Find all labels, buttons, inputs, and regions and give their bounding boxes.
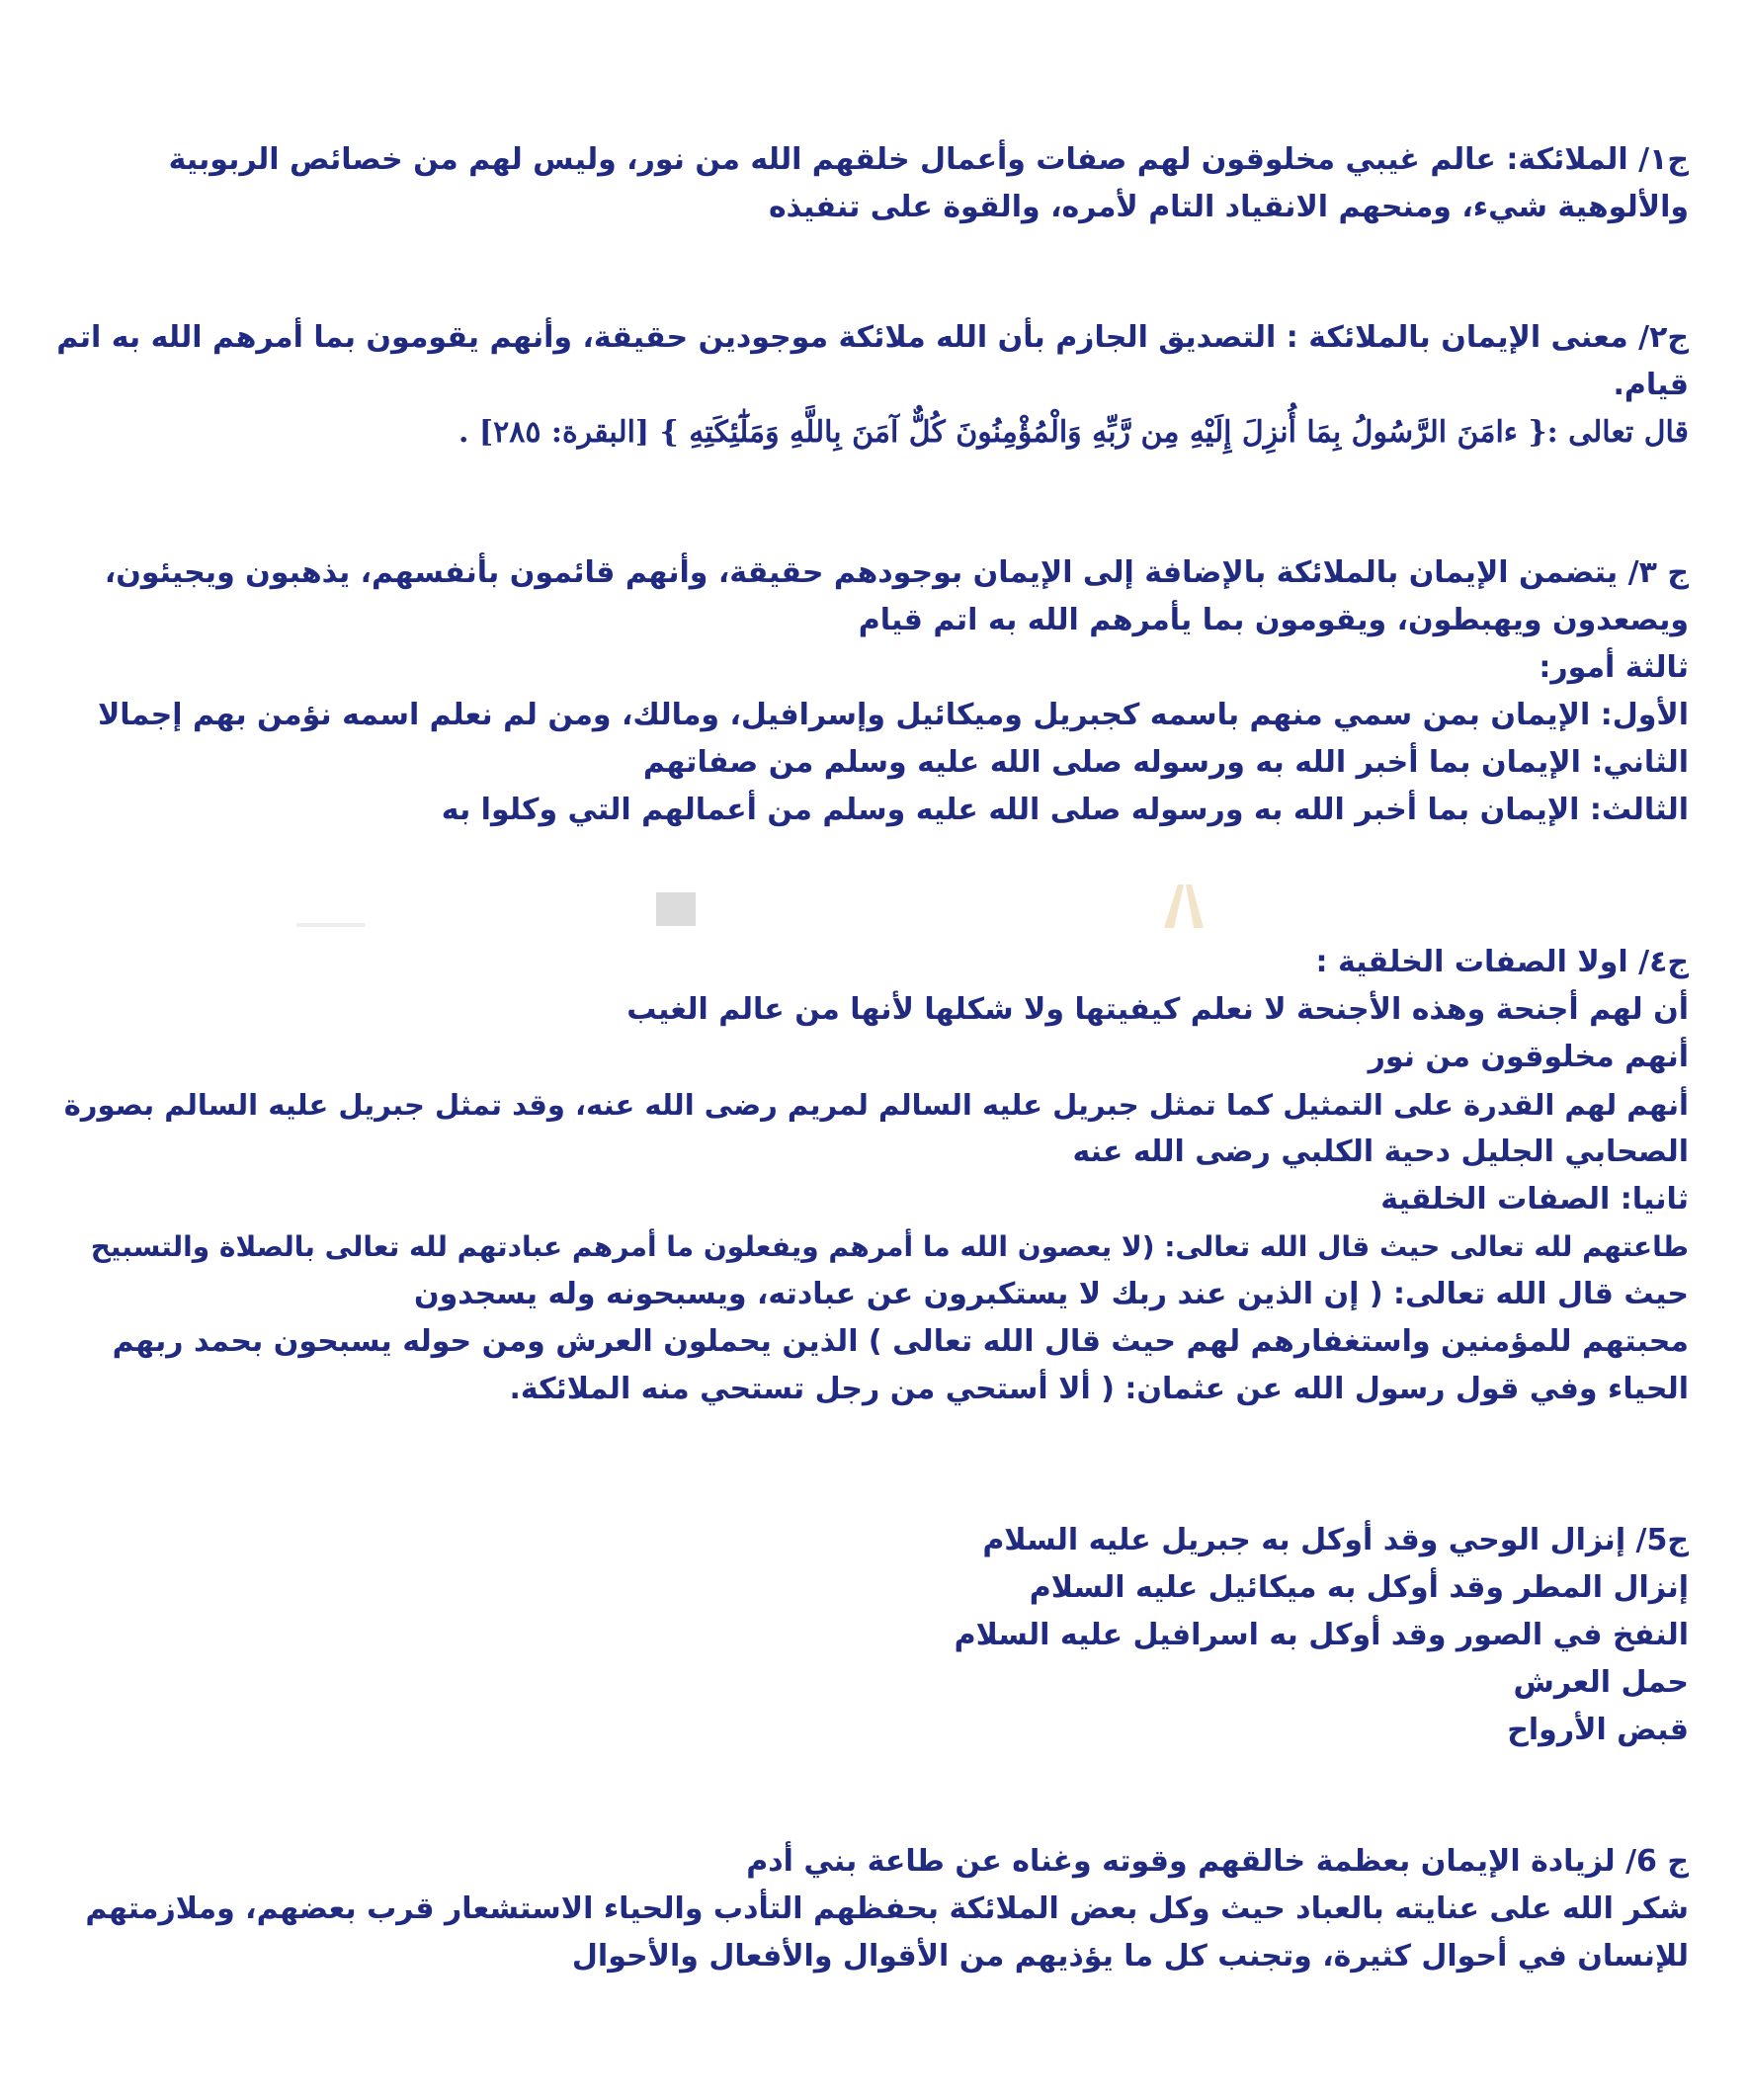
answer-3-line: الثالث: الإيمان بما أخبر الله به ورسوله صلى الله عليه وسلم من أعمالهم التي وكلوا به: [441, 793, 1689, 827]
answer-6-block: [48, 1838, 1689, 1980]
answer-5-line: ج5/ إنزال الوحي وقد أوكل به جبريل عليه السلام: [982, 1523, 1689, 1557]
answer-5-line: النفخ في الصور وقد أوكل به اسرافيل عليه السلام: [954, 1618, 1689, 1652]
answer-4-line: أنهم مخلوقون من نور: [1368, 1040, 1689, 1074]
answer-6-line: للإنسان في أحوال كثيرة، وتجنب كل ما يؤذيهم من الأقوال والأفعال والأحوال: [571, 1939, 1689, 1974]
quran-verse-line: قال تعالى :{ ءامَنَ الرَّسُولُ بِمَا أُنزِلَ إِلَيْهِ مِن رَّبِّهِ وَالْمُؤْمِنُونَ كُلٌّ آمَنَ بِاللَّهِ وَمَلَٰٓئِكَتِهِ } [البقرة: ٢٨٥] .: [458, 415, 1689, 450]
answer-2-line: ج٢/ معنى الإيمان بالملائكة : التصديق الجازم بأن الله ملائكة موجودين حقيقة، وأنهم يقومون بما أمرهم الله به اتم: [56, 320, 1689, 355]
faint-watermark-mark: [296, 923, 366, 927]
answer-3-line: الأول: الإيمان بمن سمي منهم باسمه كجبريل وميكائيل وإسرافيل، ومالك، ومن لم نعلم اسمه نؤمن بهم إجمالا: [97, 698, 1689, 732]
answer-4-block: [48, 939, 1689, 1413]
answer-3-line: ثالثة أمور:: [1539, 650, 1689, 685]
answer-3-line: ج ٣/ يتضمن الإيمان بالملائكة بالإضافة إلى الإيمان بوجودهم حقيقة، وأنهم قائمون بأنفسهم، يذهبون ويجيئون،: [104, 555, 1689, 590]
answer-6-line: ج 6/ لزيادة الإيمان بعظمة خالقهم وقوته وغناه عن طاعة بني أدم: [746, 1844, 1689, 1879]
answer-4-line: محبتهم للمؤمنين واستغفارهم لهم حيث قال الله تعالى ) الذين يحملون العرش ومن حوله يسبحون بحمد ربهم: [112, 1324, 1689, 1359]
answer-1-line: والألوهية شيء، ومنحهم الانقياد التام لأمره، والقوة على تنفيذه: [768, 190, 1689, 224]
answer-5-line: حمل العرش: [1513, 1665, 1689, 1700]
answer-3-line: ويصعدون ويهبطون، ويقومون بما يأمرهم الله به اتم قيام: [858, 603, 1689, 637]
answer-4-line: الحياء وفي قول رسول الله عن عثمان: ( ألا أستحي من رجل تستحي منه الملائكة.: [509, 1372, 1689, 1406]
answer-1-block: [48, 136, 1689, 231]
faint-square-mark: [656, 892, 696, 926]
answer-5-line: قبض الأرواح: [1507, 1713, 1689, 1747]
answer-2-line: قيام.: [1613, 368, 1689, 402]
answer-4-line: أن لهم أجنحة وهذه الأجنحة لا نعلم كيفيتها ولا شكلها لأنها من عالم الغيب: [626, 992, 1689, 1027]
answer-4-line: طاعتهم لله تعالى حيث قال الله تعالى: (لا يعصون الله ما أمرهم ويفعلون ما أمرهم عبادتهم لله تعالى بالصلاة والتسبيح: [90, 1230, 1689, 1263]
answer-4-line: ج٤/ اولا الصفات الخلقية :: [1315, 945, 1689, 979]
faint-peak-mark: [1164, 884, 1204, 928]
answer-2-block: [48, 314, 1689, 457]
answer-4-line: أنهم لهم القدرة على التمثيل كما تمثل جبريل عليه السالم لمريم رضى الله عنه، وقد تمثل جبريل عليه السالم بصورة: [63, 1088, 1689, 1122]
answer-3-block: [48, 549, 1689, 834]
answer-4-line: الصحابي الجليل دحية الكلبي رضى الله عنه: [1072, 1134, 1689, 1169]
answer-3-line: الثاني: الإيمان بما أخبر الله به ورسوله صلى الله عليه وسلم من صفاتهم: [642, 745, 1689, 780]
answer-1-line: ج١/ الملائكة: عالم غيبي مخلوقون لهم صفات وأعمال خلقهم الله من نور، وليس لهم من خصائص الربوبية: [168, 142, 1689, 177]
answer-4-line: حيث قال الله تعالى: ( إن الذين عند ربك لا يستكبرون عن عبادته، ويسبحونه وله يسجدون: [414, 1277, 1689, 1311]
answer-5-block: [48, 1517, 1689, 1754]
answer-4-line: ثانيا: الصفات الخلقية: [1380, 1182, 1689, 1217]
answer-5-line: إنزال المطر وقد أوكل به ميكائيل عليه السلام: [1029, 1570, 1689, 1605]
answer-6-line: شكر الله على عنايته بالعباد حيث وكل بعض الملائكة بحفظهم التأدب والحياء الاستشعار قرب بعضهم، وملازمتهم: [85, 1891, 1689, 1926]
